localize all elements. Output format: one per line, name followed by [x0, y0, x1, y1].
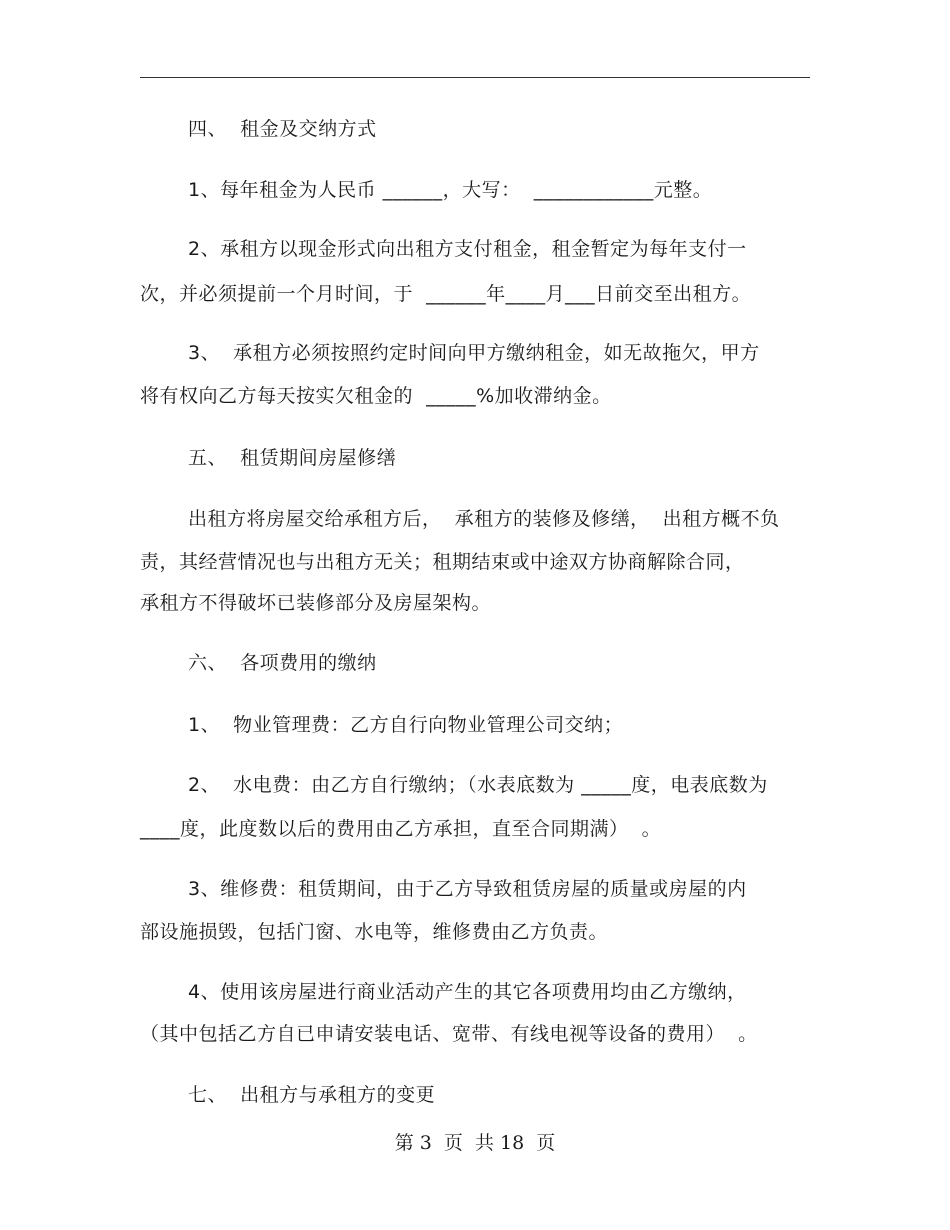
- clause-5-line2: 责，其经营情况也与出租方无关；租期结束或中途双方协商解除合同，: [140, 551, 745, 573]
- clause-4-2-line1: 2、承租方以现金形式向出租方支付租金，租金暂定为每年支付一: [188, 238, 747, 260]
- clause-6-1: 1、 物业管理费：乙方自行向物业管理公司交纳；: [188, 714, 624, 736]
- clause-6-3-line1: 3、维修费：租赁期间，由于乙方导致租赁房屋的质量或房屋的内: [188, 878, 747, 900]
- section-heading-5: 五、 租赁期间房屋修缮: [188, 447, 397, 469]
- clause-6-4-line1: 4、使用该房屋进行商业活动产生的其它各项费用均由乙方缴纳，: [188, 981, 747, 1003]
- section-heading-6: 六、 各项费用的缴纳: [188, 652, 377, 674]
- clause-4-2-line2: 次，并必须提前一个月时间，于 ______年____月___日前交至出租方。: [140, 283, 752, 305]
- page-number-footer: 第 3 页 共 18 页: [394, 1132, 556, 1154]
- clause-5-line1: 出租方将房屋交给承租方后， 承租方的装修及修缮， 出租方概不负: [188, 508, 780, 530]
- clause-6-2-line2: ____度，此度数以后的费用由乙方承担，直至合同期满） 。: [140, 818, 662, 840]
- clause-4-3-line1: 3、 承租方必须按照约定时间向甲方缴纳租金，如无故拖欠，甲方: [188, 342, 760, 364]
- section-heading-7: 七、 出租方与承租方的变更: [188, 1084, 436, 1106]
- clause-4-3-line2: 将有权向乙方每天按实欠租金的 _____%加收滞纳金。: [140, 385, 612, 407]
- section-heading-4: 四、 租金及交纳方式: [188, 118, 377, 140]
- clause-5-line3: 承租方不得破坏已装修部分及房屋架构。: [140, 592, 492, 614]
- clause-6-4-line2: （其中包括乙方自已申请安装电话、宽带、有线电视等设备的费用） 。: [140, 1023, 758, 1045]
- clause-4-1: 1、每年租金为人民币 ______，大写： ____________元整。: [188, 179, 713, 201]
- clause-6-3-line2: 部设施损毁，包括门窗、水电等，维修费由乙方负责。: [140, 921, 609, 943]
- clause-6-2-line1: 2、 水电费：由乙方自行缴纳；（水表底数为 _____度，电表底数为: [188, 774, 768, 796]
- header-rule: [140, 77, 810, 78]
